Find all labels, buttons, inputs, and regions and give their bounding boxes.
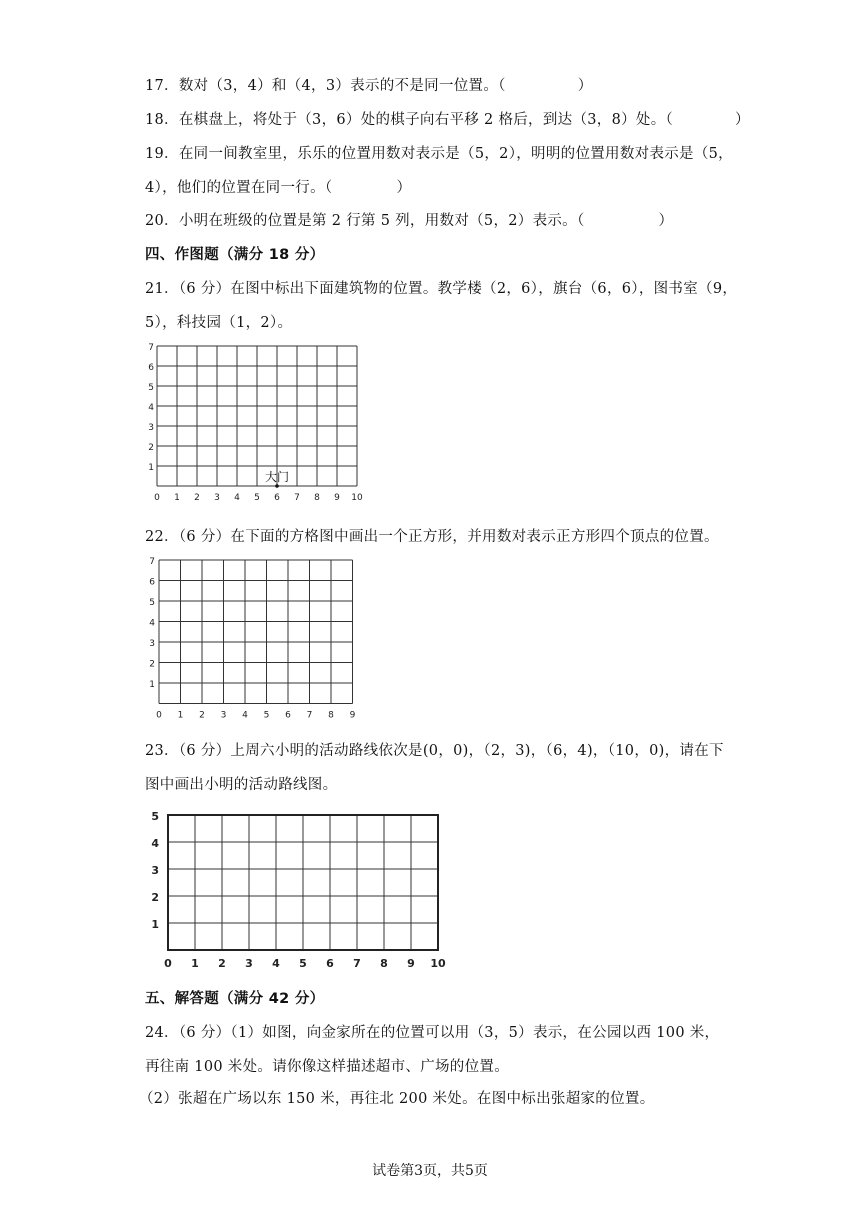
question-18: 18．在棋盘上，将处于（3，6）处的棋子向右平移 2 格后，到达（3，8）处。（ ） (145, 112, 750, 128)
grid-22-y-label: 7 (149, 557, 155, 567)
grid-22-x-label: 5 (263, 710, 270, 721)
grid-23-x-label: 0 (164, 957, 172, 970)
grid-21-y-label: 4 (148, 403, 154, 413)
question-20: 20．小明在班级的位置是第 2 行第 5 列，用数对（5，2）表示。（ ） (145, 213, 674, 229)
grid-22-y-label: 5 (149, 598, 155, 608)
grid-22-x-label: 1 (177, 710, 184, 721)
grid-21-x-label: 10 (351, 493, 363, 503)
grid-23-x-label: 9 (407, 957, 415, 970)
gate-point (275, 484, 279, 488)
grid-21-y-label: 6 (148, 363, 154, 373)
grid-23-x-label: 10 (430, 957, 446, 970)
grid-22-y-label: 4 (149, 618, 155, 629)
grid-22-y-label: 2 (149, 659, 155, 670)
grid-22-y-label: 3 (149, 639, 155, 649)
grid-22-x-label: 3 (220, 710, 227, 721)
grid-21-y-label: 3 (148, 423, 154, 433)
question-24-line1: 24．（6 分）（1）如图，向金家所在的位置可以用（3，5）表示，在公园以西 100 米， (145, 1025, 720, 1041)
grid-23-y-label: 5 (151, 810, 159, 823)
grid-21-x-label: 2 (194, 493, 200, 503)
question-24-line2: 再往南 100 米处。请你像这样描述超市、广场的位置。 (145, 1059, 509, 1075)
grid-22 (143, 554, 383, 722)
grid-22-x-label: 9 (349, 710, 356, 721)
grid-22-lines (159, 560, 353, 704)
grid-21-x-label: 1 (174, 493, 180, 503)
section-5-title: 五、解答题（满分 42 分） (145, 991, 325, 1007)
grid-23-lines (168, 815, 438, 950)
grid-21-lines (157, 346, 357, 486)
grid-21-x-label: 3 (214, 493, 220, 503)
grid-23-x-label: 2 (218, 957, 226, 970)
grid-22-x-label: 7 (306, 710, 313, 721)
grid-21-y-label: 5 (148, 383, 154, 393)
grid-21 (143, 340, 383, 503)
grid-22-x-label: 6 (285, 710, 291, 721)
grid-23-y-label: 3 (151, 864, 159, 877)
section-4-title: 四、作图题（满分 18 分） (145, 247, 325, 263)
grid-23 (143, 805, 453, 970)
grid-22-y-label: 6 (149, 577, 155, 588)
question-22: 22．（6 分）在下面的方格图中画出一个正方形，并用数对表示正方形四个顶点的位置。 (145, 529, 719, 545)
question-23-line1: 23．（6 分）上周六小明的活动路线依次是(0，0)，（2，3)，（6，4)，（10，0)，请在下 (145, 743, 724, 759)
question-21-line2: 5），科技园（1，2）。 (145, 315, 293, 331)
grid-21-x-label: 5 (254, 493, 260, 503)
question-23-line2: 图中画出小明的活动路线图。 (145, 777, 338, 793)
grid-23-x-label: 5 (299, 957, 307, 970)
question-19-line2: 4），他们的位置在同一行。（ ） (145, 180, 412, 196)
page-footer: 试卷第3页，共5页 (372, 1163, 488, 1179)
grid-22-x-label: 2 (199, 710, 205, 721)
grid-21-y-label: 2 (148, 443, 154, 453)
grid-22-x-label: 4 (242, 710, 248, 721)
question-17: 17．数对（3，4）和（4，3）表示的不是同一位置。（ ） (145, 78, 593, 94)
grid-22-x-label: 8 (328, 710, 334, 721)
gate-label: 大门 (264, 470, 290, 484)
grid-23-x-label: 7 (353, 957, 361, 970)
grid-23-x-label: 6 (326, 957, 334, 970)
grid-23-y-label: 4 (151, 837, 159, 850)
question-18-text: 18．在棋盘上，将处于（3，6）处的棋子向右平移 2 格后，到达（3，8）处。（ (145, 112, 674, 128)
question-17-text: 17．数对（3，4）和（4，3）表示的不是同一位置。（ (145, 78, 506, 94)
question-19-line1: 19．在同一间教室里，乐乐的位置用数对表示是（5，2），明明的位置用数对表示是（5， (145, 146, 733, 162)
grid-21-x-label: 4 (234, 493, 240, 503)
grid-21-x-label: 8 (314, 493, 320, 503)
grid-23-x-label: 8 (380, 957, 388, 970)
grid-21-y-label: 1 (148, 463, 154, 473)
grid-22-x-label: 0 (156, 710, 162, 721)
grid-23-x-label: 3 (245, 957, 253, 970)
grid-21-x-label: 0 (154, 493, 160, 503)
question-20-text: 20．小明在班级的位置是第 2 行第 5 列，用数对（5，2）表示。（ (145, 213, 585, 229)
grid-21-x-label: 6 (274, 493, 280, 503)
question-21-line1: 21．（6 分）在图中标出下面建筑物的位置。教学楼（2，6），旗台（6，6），图书室（9， (145, 281, 738, 297)
grid-21-x-label: 7 (294, 493, 300, 503)
question-24-line3: （2）张超在广场以东 150 米，再往北 200 米处。在图中标出张超家的位置。 (139, 1091, 655, 1107)
grid-23-y-label: 1 (151, 918, 159, 931)
grid-22-y-label: 1 (149, 680, 155, 690)
grid-23-x-label: 4 (272, 957, 280, 970)
grid-23-y-label: 2 (151, 891, 159, 904)
grid-21-y-label: 7 (148, 343, 154, 353)
grid-21-x-label: 9 (334, 493, 340, 503)
grid-23-x-label: 1 (191, 957, 199, 970)
